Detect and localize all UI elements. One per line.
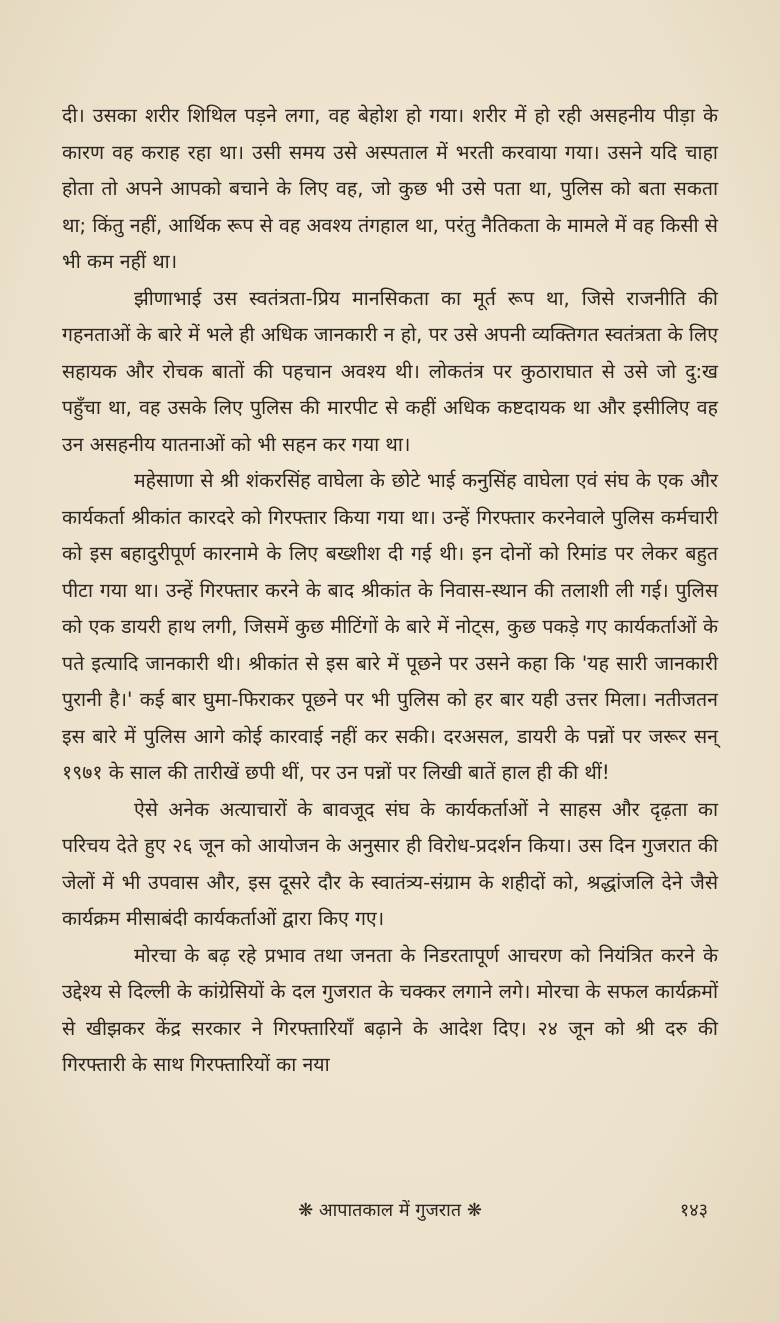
running-footer-title: ❋ आपातकाल में गुजरात ❋ [298, 1200, 482, 1221]
paragraph-4: ऐसे अनेक अत्याचारों के बावजूद संघ के कार्यकर्ताओं ने साहस और दृढ़ता का परिचय देते हुए २६ जून को आयोजन के अनुसार ही विरोध-प्रदर्शन किया। उस दिन गुजरात की जेलों में भी उपवास और, इस दूसरे दौर के स्वातंत्र्य-संग्राम के शहीदों को, श्रद्धांजलि देने जैसे कार्यक्रम मीसाबंदी कार्यकर्ताओं द्वारा किए गए। [62, 797, 718, 930]
paragraph-5: मोरचा के बढ़ रहे प्रभाव तथा जनता के निडरतापूर्ण आचरण को नियंत्रित करने के उद्देश्य से दिल्ली के कांग्रेसियों के दल गुजरात के चक्कर लगाने लगे। मोरचा के सफल कार्यक्रमों से खीझकर केंद्र सरकार ने गिरफ्तारियाँ बढ़ाने के आदेश दिए। २४ जून को श्री दरु की गिरफ्तारी के साथ गिरफ्तारियों का नया [62, 943, 718, 1076]
body-text [62, 98, 718, 1084]
paragraph-2: झीणाभाई उस स्वतंत्रता-प्रिय मानसिकता का मूर्त रूप था, जिसे राजनीति की गहनताओं के बारे में भले ही अधिक जानकारी न हो, पर उसे अपनी व्यक्तिगत स्वतंत्रता के लिए सहायक और रोचक बातों की पहचान अवश्य थी। लोकतंत्र पर कुठाराघात से उसे जो दु:ख पहुँचा था, वह उसके लिए पुलिस की मारपीट से कहीं अधिक कष्टदायक था और इसीलिए वह उन असहनीय यातनाओं को भी सहन कर गया था। [62, 286, 718, 456]
paragraph-1: दी। उसका शरीर शिथिल पड़ने लगा, वह बेहोश हो गया। शरीर में हो रही असहनीय पीड़ा के कारण वह कराह रहा था। उसी समय उसे अस्पताल में भरती करवाया गया। उसने यदि चाहा होता तो अपने आपको बचाने के लिए वह, जो कुछ भी उसे पता था, पुलिस को बता सकता था; किंतु नहीं, आर्थिक रूप से वह अवश्य तंगहाल था, परंतु नैतिकता के मामले में वह किसी से भी कम नहीं था। [62, 104, 718, 273]
paragraph-3: महेसाणा से श्री शंकरसिंह वाघेला के छोटे भाई कनुसिंह वाघेला एवं संघ के एक और कार्यकर्ता श्रीकांत कारदरे को गिरफ्तार किया गया था। उन्हें गिरफ्तार करनेवाले पुलिस कर्मचारी को इस बहादुरीपूर्ण कारनामे के लिए बख्शीश दी गई थी। इन दोनों को रिमांड पर लेकर बहुत पीटा गया था। उन्हें गिरफ्तार करने के बाद श्रीकांत के निवास-स्थान की तलाशी ली गई। पुलिस को एक डायरी हाथ लगी, जिसमें कुछ मीटिंगों के बारे में नोट्स, कुछ पकड़े गए कार्यकर्ताओं के पते इत्यादि जानकारी थी। श्रीकांत से इस बारे में पूछने पर उसने कहा कि 'यह सारी जानकारी पुरानी है।' कई बार घुमा-फिराकर पूछने पर भी पुलिस को हर बार यही उत्तर मिला। नतीजतन इस बारे में पुलिस आगे कोई कारवाई नहीं कर सकी। दरअसल, डायरी के पन्नों पर जरूर सन् १९७१ के साल की तारीखें छपी थीं, पर उन पन्नों पर लिखी बातें हाल ही की थीं! [62, 469, 718, 784]
page-number: १४३ [679, 1200, 708, 1221]
